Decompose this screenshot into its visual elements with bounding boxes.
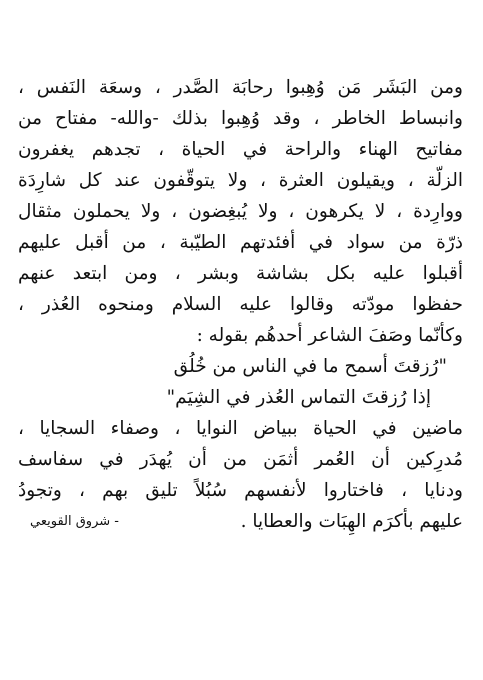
quote-text: [18, 72, 463, 537]
quote-line-3: مفاتيح الهناء والراحة في الحياة ، تجدهم يغفرون: [18, 139, 463, 160]
closing-line-1: ماضين في الحياة ببياض النوايا ، وصفاء السجايا ،: [18, 418, 463, 439]
final-line: عليهم بأكرَم الهِبَات والعطايا .: [240, 511, 463, 532]
poem-line-2: إذا رُزقتَ التماس العُذر في الشِيَم": [166, 387, 431, 408]
quote-line-9: وكأنّما وصَفَ الشاعر أحدهُم بقوله :: [196, 325, 463, 346]
closing-line-3: ودنايا ، فاختاروا لأنفسهم سُبُلاً تليق بهم ، وتجودُ: [18, 480, 463, 501]
quote-line-7: أقبلوا عليه بكل بشاشة وبشر ، ومن ابتعد عنهم: [18, 263, 463, 284]
author-signature: - شروق القويعي: [30, 514, 119, 529]
quote-line-1: ومن البَشَر مَن وُهِبوا رحابَة الصَّدر ، وسعَة النَفس ،: [18, 77, 463, 98]
quote-line-2: وانبساط الخاطر ، وقد وُهِبوا بذلك -والله- مفتاح من: [18, 108, 463, 129]
final-row: [18, 506, 463, 537]
quote-line-5: ووارِدة ، لا يكرهون ، ولا يُبغِضون ، ولا يحملون مثقال: [18, 201, 463, 222]
closing-line-2: مُدرِكين أن العُمر أثمَن من أن يُهدَر في سفاسف: [18, 449, 463, 470]
poem-line-1: "رُزقتَ أسمح ما في الناس من خُلُق: [173, 356, 447, 377]
quote-line-8: حفظوا مودّته وقالوا عليه السلام ومنحوه العُذر ،: [18, 294, 463, 315]
quote-line-6: ذرّة من سواد في أفئدتهم الطيّبة ، من أقبل عليهم: [18, 232, 463, 253]
quote-line-4: الزلّة ، ويقيلون العثرة ، ولا يتوقّفون عند كل شارِدَة: [18, 170, 463, 191]
